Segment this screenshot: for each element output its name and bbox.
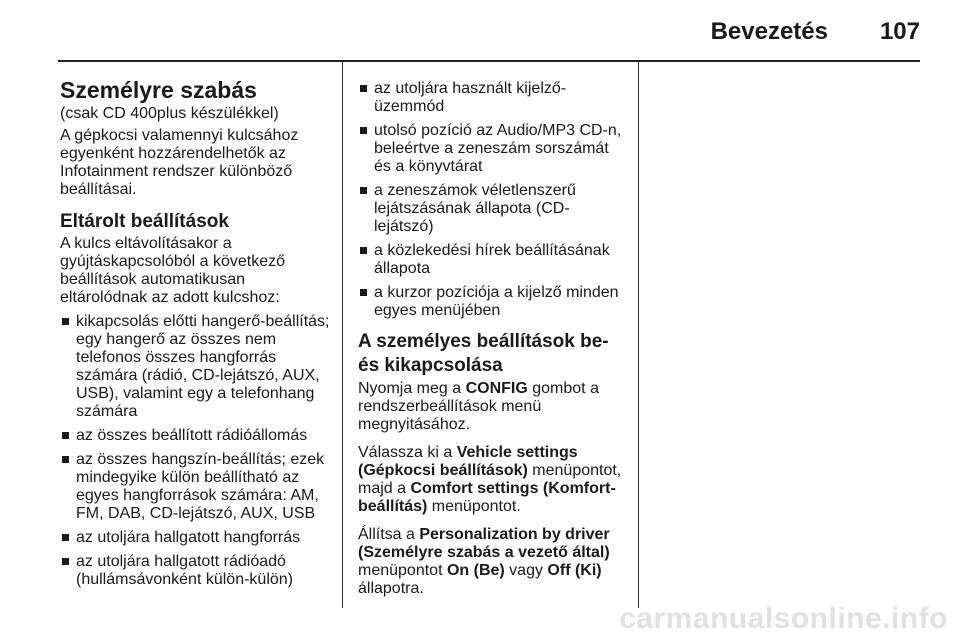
page-number: 107 <box>879 18 920 45</box>
on-label: On (Be) <box>446 562 505 579</box>
column-divider-right <box>638 62 639 608</box>
list-item: kikapcsolás előtti hangerő-beállítás; egy hangerő az összes nem telefonos összes hangforrás számára (rádió, CD-lejátszó, AUX, USB), valamint egy a telefonhang számára <box>60 313 330 421</box>
subheading-cd400: (csak CD 400plus készülékkel) <box>60 105 279 122</box>
comfort-settings-label: Comfort settings (Komfort-beállítás) <box>358 480 616 515</box>
list-item: a zeneszámok véletlenszerű lejátszásának állapota (CD-lejátszó) <box>358 182 628 236</box>
header-rule <box>58 60 920 62</box>
section-heading-toggle-personal: A személyes beállítások be- és kikapcsolása <box>358 331 609 376</box>
list-item: a közlekedési hírek beállításának állapota <box>358 242 628 278</box>
config-instruction: Nyomja meg a CONFIG gombot a rendszerbeállítások menü megnyitásához. <box>358 380 599 433</box>
vehicle-settings-instruction: Válassza ki a Vehicle settings (Gépkocsi beállítások) menüpontot, majd a Comfort settings (Komfort-beállítás) menüpontot. <box>358 444 622 515</box>
stored-settings-list-continued <box>358 80 628 320</box>
middle-column <box>358 80 628 608</box>
intro-paragraph: A gépkocsi valamennyi kulcsához egyenként hozzárendelhetők az Infotainment rendszer különböző beállításai. <box>60 127 299 198</box>
list-item: az utoljára használt kijelző-üzemmód <box>358 80 628 116</box>
vehicle-settings-label: Vehicle settings (Gépkocsi beállítások) <box>358 444 578 479</box>
column-divider-left <box>342 62 343 608</box>
left-column <box>60 72 330 595</box>
list-item: az összes hangszín-beállítás; ezek mindegyike külön beállítható az egyes hangforrások számára: AM, FM, DAB, CD-lejátszó, AUX, USB <box>60 451 330 523</box>
list-item: az utoljára hallgatott hangforrás <box>60 529 330 547</box>
list-item: az összes beállított rádióállomás <box>60 427 330 445</box>
config-button-label: CONFIG <box>465 380 528 397</box>
personalization-instruction: Állítsa a Personalization by driver (Személyre szabás a vezető által) menüpontot On (Be) vagy Off (Ki) állapotra. <box>358 526 610 597</box>
list-item: utolsó pozíció az Audio/MP3 CD-n, beleértve a zeneszám sorszámát és a könyvtárat <box>358 122 628 176</box>
off-label: Off (Ki) <box>547 562 602 579</box>
stored-settings-list <box>60 313 330 589</box>
page-header-title: Bevezetés <box>710 18 828 45</box>
stored-settings-intro: A kulcs eltávolításakor a gyújtáskapcsolóból a következő beállítások automatikusan eltárolódnak az adott kulcshoz: <box>60 235 286 306</box>
section-heading-stored-settings: Eltárolt beállítások <box>60 211 229 232</box>
watermark: carmanualsonline.info <box>619 602 948 635</box>
personalization-label: Personalization by driver (Személyre szabás a vezető által) <box>358 526 610 561</box>
list-item: a kurzor pozíciója a kijelző minden egyes menüjében <box>358 284 628 320</box>
list-item: az utoljára hallgatott rádióadó (hullámsávonként külön-külön) <box>60 553 330 589</box>
section-heading-personalization: Személyre szabás <box>60 77 257 103</box>
